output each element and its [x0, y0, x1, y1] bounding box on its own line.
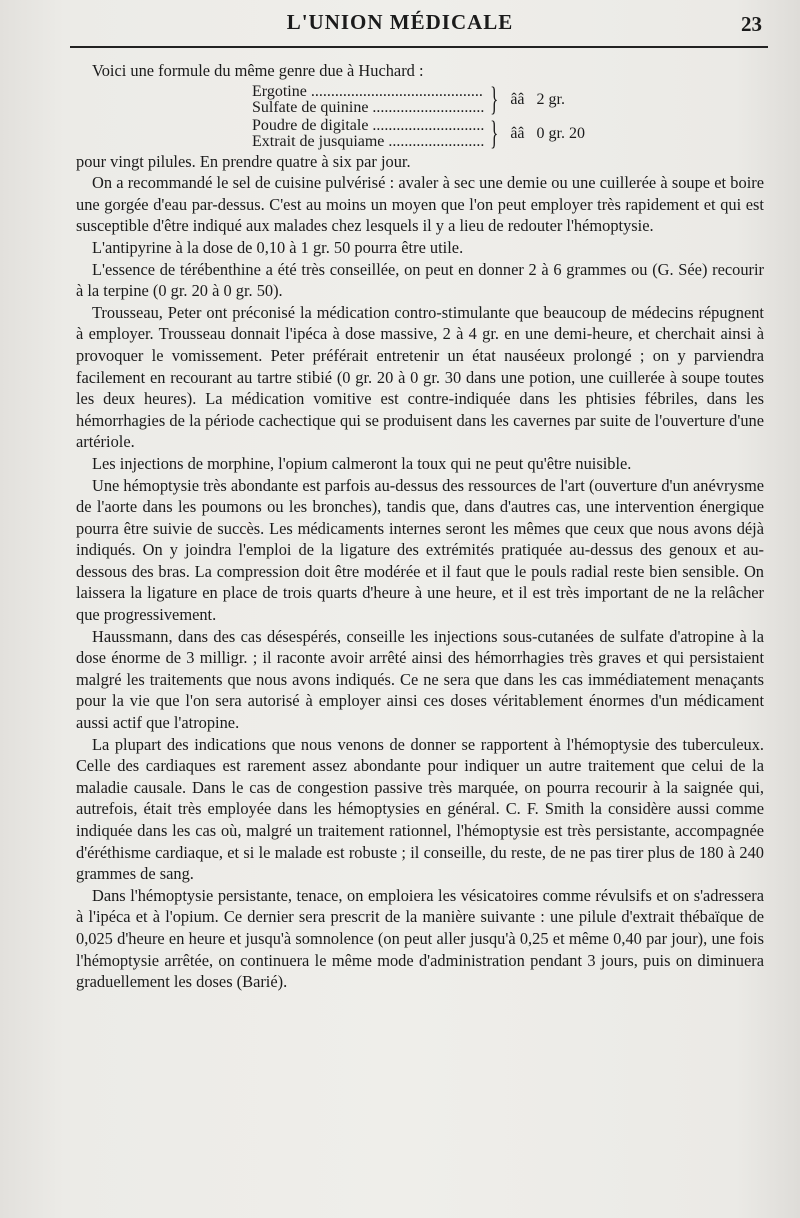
page-number: 23 — [741, 12, 762, 36]
paragraph: La plupart des indications que nous venons de donner se rapportent à l'hémoptysie des tuberculeux. Celle des cardiaques est rarement assez abondante pour indiquer un autre traitement que celui de la maladie causale. Dans le cas de congestion passive très marquée, on pourra recourir à la saignée qui, autrefois, était très employée dans les hémoptysies en général. C. F. Smith la considère aussi comme indiquée dans les cas où, malgré un traitement rationnel, l'hémoptysie est très persistante, accompagnée d'éréthisme cardiaque, et si le malade est robuste ; il conseille, du reste, de ne pas tirer plus de 180 à 240 grammes de sang. — [76, 734, 764, 884]
paragraph: L'antipyrine à la dose de 0,10 à 1 gr. 50 pourra être utile. — [92, 237, 464, 257]
formula-dose: ââ 2 gr. — [510, 90, 565, 108]
paragraph: Les injections de morphine, l'opium calmeront la toux qui ne peut qu'être nuisible. — [92, 453, 632, 473]
paragraph: Une hémoptysie très abondante est parfois au-dessus des ressources de l'art (ouverture d'un anévrysme de l'aorte dans les poumons ou les bronches), tandis que, dans d'autres cas, une intervention énergique pourra être suivie de succès. Les médicaments internes seront les mêmes que ceux que nous avons déjà indiqués. On y joindra l'emploi de la ligature des extrémités pratiquée au-dessus des genoux et au-dessous des bras. La compression doit être modérée et il faut que le pouls radial reste bien sensible. On laissera la ligature en place de trois quarts d'heure à une heure, et il est très important de ne la relâcher que progressivement. — [76, 475, 764, 625]
formula-intro: Voici une formule du même genre due à Huchard : — [92, 61, 424, 80]
formula-group — [252, 80, 764, 118]
page-header — [0, 6, 800, 42]
paragraph: L'essence de térébenthine a été très conseillée, on peut en donner 2 à 6 grammes ou (G. Sée) recourir à la terpine (0 gr. 20 à 0 gr. 50). — [76, 259, 764, 301]
header-rule — [70, 46, 768, 48]
paragraph: pour vingt pilules. En prendre quatre à six par jour. — [76, 151, 411, 171]
formula-ingredient: Extrait de jusquiame ..... — [252, 134, 484, 150]
brace-icon: } — [490, 114, 499, 152]
prescription-formula — [76, 80, 764, 152]
paragraph: Haussmann, dans des cas désespérés, conseille les injections sous-cutanées de sulfate d'atropine à la dose énorme de 3 milligr. ; il raconte avoir arrêté ainsi des hémorrhagies très graves et qui persistaient malgré les traitements que nous avons indiqués. Ce ne sera que dans les cas immédiatement menaçants pour la vie que l'on sera autorisé à employer ainsi ces doses véritablement énormes d'un médicament aussi actif que l'atropine. — [76, 626, 764, 733]
running-title: L'UNION MÉDICALE — [286, 10, 514, 34]
paragraph: On a recommandé le sel de cuisine pulvérisé : avaler à sec une demie ou une cuillerée à soupe et boire une gorgée d'eau par-dessus. C'est au moins un moyen que l'on peut employer très rapidement et qui est susceptible d'être indiqué aux malades chez lesquels il y a lieu de redouter l'hémoptysie. — [76, 173, 764, 236]
formula-group — [252, 114, 764, 152]
formula-ingredient: Poudre de digitale ..... — [252, 118, 484, 134]
article-body — [76, 60, 764, 993]
formula-ingredient: Sulfate de quinine ..... — [252, 100, 484, 116]
brace-icon: } — [490, 80, 499, 118]
paragraph: Trousseau, Peter ont préconisé la médication contro-stimulante que beaucoup de médecins répugnent à employer. Trousseau donnait l'ipéca à dose massive, 2 à 4 gr. en une demi-heure, et cherchait ainsi à provoquer le vomissement. Peter préférait entretenir un état nauséeux prolongé ; on y parviendra facilement en recourant au tartre stibié (0 gr. 20 à 0 gr. 30 dans une potion, une cuillerée à soupe toutes les deux heures). La médication vomitive est contre-indiquée dans les phtisies fébriles, dans les hémorrhagies de la période cachectique qui se produisent dans les cavernes par suite de l'ouverture d'une artériole. — [76, 302, 764, 452]
formula-dose: ââ 0 gr. 20 — [510, 124, 585, 142]
paragraph: Dans l'hémoptysie persistante, tenace, on emploiera les vésicatoires comme révulsifs et on s'adressera à l'ipéca et à l'opium. Ce dernier sera prescrit de la manière suivante : une pilule d'extrait thébaïque de 0,025 d'heure en heure et jusqu'à somnolence (on peut aller jusqu'à 0,25 et même 0,40 par jour), une fois l'hémoptysie arrêtée, on continuera le même mode d'administration pendant 3 jours, puis on diminuera graduellement les doses (Barié). — [76, 885, 764, 992]
formula-ingredient: Ergotine ..... — [252, 84, 484, 100]
